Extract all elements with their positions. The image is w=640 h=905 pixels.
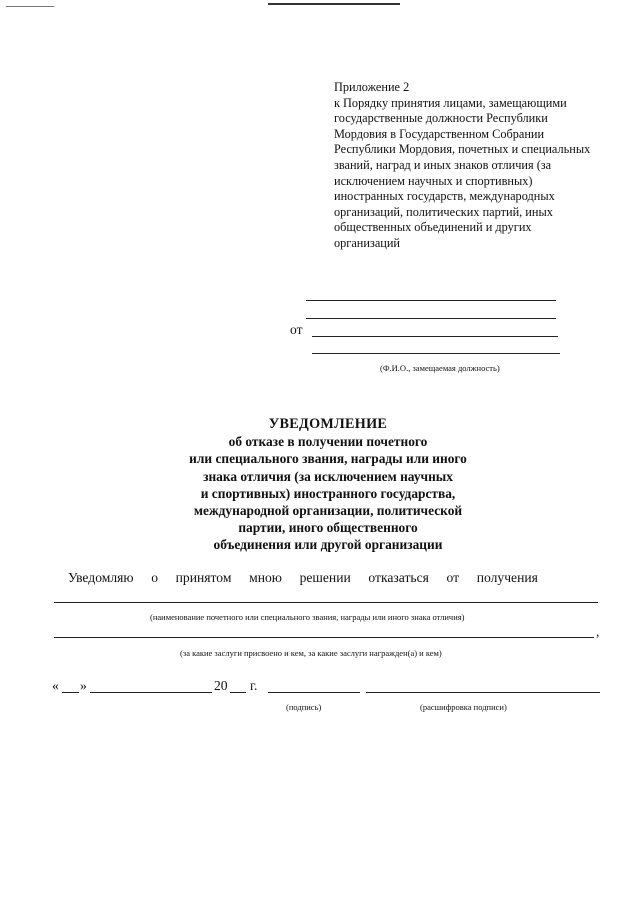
notice-title-line: международной организации, политической bbox=[193, 503, 463, 519]
appendix-line: исключением научных и спортивных) bbox=[334, 173, 533, 188]
appendix-line: Республики Мордовия, почетных и специальных bbox=[334, 142, 591, 157]
sender-caption: (Ф.И.О., замещаемая должность) bbox=[380, 363, 500, 373]
scan-artifact-left bbox=[6, 6, 54, 7]
body-word: Уведомляю bbox=[68, 570, 134, 585]
notice-title bbox=[100, 416, 556, 554]
award-name-caption: (наименование почетного или специального звания, награды или иного знака отличия) bbox=[150, 612, 465, 622]
appendix-line: Мордовия в Государственном Собрании bbox=[334, 126, 545, 141]
merits-line-end: , bbox=[596, 624, 600, 639]
date-year-suffix: г. bbox=[250, 678, 258, 693]
sender-line-1[interactable] bbox=[306, 300, 556, 301]
notice-title-line: объединения или другой организации bbox=[213, 537, 443, 553]
merits-line[interactable] bbox=[54, 637, 594, 638]
body-word: от bbox=[446, 570, 460, 585]
date-year-field[interactable] bbox=[230, 692, 246, 693]
notice-title-line: и спортивных) иностранного государства, bbox=[200, 485, 456, 501]
date-year-prefix: 20 bbox=[214, 678, 228, 693]
sender-line-4[interactable] bbox=[312, 353, 560, 354]
body-word: о bbox=[151, 570, 158, 585]
body-word: решении bbox=[299, 570, 351, 585]
date-open-quote: « bbox=[52, 678, 59, 693]
appendix-line: общественных объединений и других bbox=[334, 220, 532, 235]
notice-title-line: знака отличия (за исключением научных bbox=[203, 468, 453, 484]
appendix-line: иностранных государств, международных bbox=[334, 189, 555, 204]
notice-title-line: об отказе в получении почетного bbox=[228, 434, 428, 450]
notice-title-line: или специального звания, награды или иного bbox=[189, 451, 467, 467]
date-close-quote: » bbox=[80, 678, 87, 693]
appendix-line: организаций, политических партий, иных bbox=[334, 204, 553, 219]
signature-decoding-caption: (расшифровка подписи) bbox=[420, 702, 507, 712]
notice-heading: УВЕДОМЛЕНИЕ bbox=[268, 416, 388, 432]
body-sentence bbox=[68, 570, 538, 586]
body-word: получения bbox=[476, 570, 538, 585]
award-name-line[interactable] bbox=[54, 602, 598, 603]
date-month-field[interactable] bbox=[90, 692, 212, 693]
body-word: принятом bbox=[175, 570, 232, 585]
body-word: мною bbox=[249, 570, 282, 585]
notice-title-line: партии, иного общественного bbox=[238, 520, 418, 536]
date-day-field[interactable] bbox=[62, 692, 79, 693]
sender-line-3[interactable] bbox=[312, 336, 558, 337]
appendix-line: к Порядку принятия лицами, замещающими bbox=[334, 95, 567, 110]
from-label: от bbox=[290, 322, 303, 337]
appendix-line: организаций bbox=[334, 235, 401, 250]
appendix-line: государственные должности Республики bbox=[334, 111, 548, 126]
merits-caption: (за какие заслуги присвоено и кем, за какие заслуги награжден(а) и кем) bbox=[180, 648, 442, 658]
appendix-block bbox=[334, 80, 624, 252]
signature-field[interactable] bbox=[268, 692, 360, 693]
body-word: отказаться bbox=[368, 570, 429, 585]
signature-caption: (подпись) bbox=[286, 702, 322, 712]
appendix-line: званий, наград и иных знаков отличия (за bbox=[334, 157, 552, 172]
appendix-line: Приложение 2 bbox=[334, 80, 410, 94]
sender-line-2[interactable] bbox=[306, 318, 556, 319]
signature-decoding-field[interactable] bbox=[366, 692, 600, 693]
scan-artifact-center bbox=[268, 3, 400, 5]
